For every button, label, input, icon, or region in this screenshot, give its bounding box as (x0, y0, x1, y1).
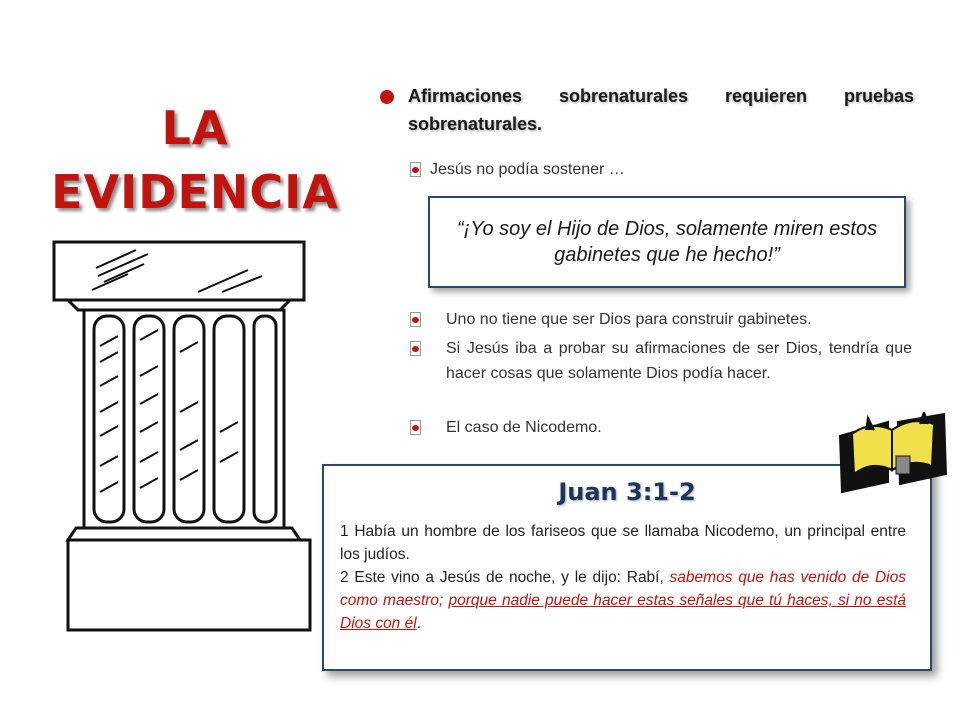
main-point (380, 82, 914, 138)
sub-point-text: Uno no tiene que ser Dios para construir gabinetes. (446, 311, 812, 328)
bullet-icon (410, 341, 421, 356)
sub-point-4 (410, 415, 912, 440)
verse-2-text: 2 Este vino a Jesús de noche, y le dijo: Rabí, (340, 569, 670, 586)
quote-box (428, 196, 906, 288)
bullet-icon (410, 420, 421, 435)
main-point-text: Afirmaciones sobrenaturales requieren pruebas sobrenaturales. (408, 86, 914, 134)
bullet-icon (410, 312, 421, 327)
bullet-icon (410, 162, 421, 177)
title-line-2: EVIDENCIA (51, 165, 339, 219)
title-line-1: LA (161, 101, 229, 155)
sub-point-text: El caso de Nicodemo. (446, 419, 602, 436)
bible-book-icon (838, 412, 948, 494)
sub-point-1 (410, 157, 912, 182)
sub-point-2 (410, 307, 912, 332)
red-dot-icon (380, 90, 394, 104)
sub-point-text: Si Jesús iba a probar su afirmaciones de ser Dios, tendría que hacer cosas que solamente Dios podía hacer. (446, 340, 912, 382)
verse-2-highlight: sabemos que has venido de Dios como maestro; (340, 569, 906, 609)
verse-2-end: . (416, 615, 421, 632)
sub-point-3 (410, 336, 912, 386)
verse-2 (340, 566, 906, 635)
scripture-reference: Juan 3:1-2 (558, 478, 696, 506)
verse-2-underlined: porque nadie puede hacer estas señales que tú haces, si no está Dios con él (340, 592, 906, 632)
scripture-box (322, 464, 932, 671)
verse-1: 1 Había un hombre de los fariseos que se llamaba Nicodemo, un principal entre los judíos. (340, 523, 906, 563)
sub-point-text: Jesús no podía sostener … (430, 161, 625, 178)
pillar-illustration (48, 236, 316, 638)
quote-text: “¡Yo soy el Hijo de Dios, solamente miren estos gabinetes que he hecho!” (456, 218, 878, 266)
